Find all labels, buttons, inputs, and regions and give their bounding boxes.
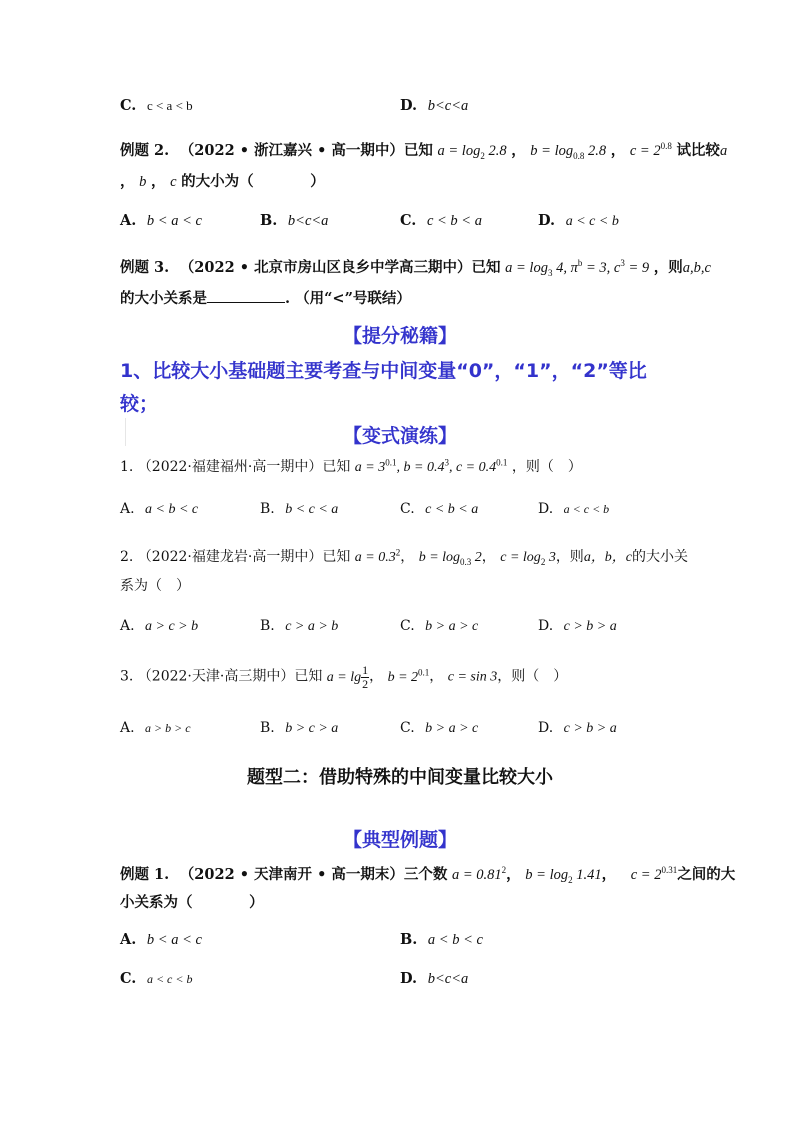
tips-title: 【提分秘籍】 xyxy=(342,325,457,347)
typical-examples-title: 【典型例题】 xyxy=(342,829,457,851)
option-text: a < b < c xyxy=(427,932,483,948)
example-label: 例题 2. xyxy=(120,142,170,159)
option-label: C. xyxy=(400,501,415,517)
option-label: B. xyxy=(260,501,275,517)
practice-q2-option-A xyxy=(120,618,198,635)
tips-point-1-line-1: 1、比较大小基础题主要考查与中间变量“0”，“1”，“2”等比 xyxy=(120,360,647,382)
question-prefix: 1. （2022·福建福州·高一期中）已知 xyxy=(120,459,351,475)
question-text: . （用“<”号联结） xyxy=(285,290,411,307)
practice-q2-option-C xyxy=(400,618,478,635)
question-tail: ，则（ ） xyxy=(497,668,568,685)
option-label: B. xyxy=(400,931,418,948)
practice-q2-line-1 xyxy=(120,546,688,567)
question-tail: ，则 xyxy=(555,549,584,565)
separator: ， xyxy=(400,549,415,565)
question-prefix: 2. （2022·福建龙岩·高一期中）已知 xyxy=(120,549,351,565)
separator: ， xyxy=(610,142,626,159)
question-text: ） xyxy=(310,173,325,190)
practice-q3-option-A xyxy=(120,720,191,736)
practice-q3-option-C xyxy=(400,720,478,737)
option-label: D. xyxy=(400,970,418,987)
option-text: c > b > a xyxy=(563,619,617,634)
question-tail: 试比较 xyxy=(676,142,720,159)
example-label: 例题 3. xyxy=(120,259,170,276)
option-text: a < b < c xyxy=(145,502,199,517)
formula-b: $b = 2^{0.1}$ xyxy=(387,667,430,685)
option-label: C. xyxy=(120,97,137,114)
option-text: c < a < b xyxy=(146,98,193,113)
example-3-line-2 xyxy=(120,287,411,308)
example-2-option-B xyxy=(260,212,328,230)
option-label: A. xyxy=(120,618,135,634)
option-text: a < c < b xyxy=(146,972,193,986)
option-text: b<c<a xyxy=(427,971,469,987)
question-tail: 的大小关 xyxy=(632,549,689,565)
option-label: A. xyxy=(120,720,135,736)
option-label: A. xyxy=(120,931,137,948)
option-label: D. xyxy=(538,618,554,634)
example-2-option-D xyxy=(538,212,619,230)
option-label: C. xyxy=(400,720,415,736)
option-label: A. xyxy=(120,501,135,517)
option-label: C. xyxy=(400,212,417,229)
practice-q3-option-D xyxy=(538,720,617,737)
practice-title: 【变式演练】 xyxy=(342,425,457,447)
formula-b: $b = \log_{0.8} 2.8$ xyxy=(530,143,607,161)
section2-example-1-option-A xyxy=(120,931,202,949)
section2-example-1-option-D xyxy=(400,970,468,988)
question-text: 小关系为（ xyxy=(120,894,193,911)
formula-a: $a = \log_2 2.8$ xyxy=(437,143,507,161)
separator: ， xyxy=(511,142,526,159)
option-label: A. xyxy=(120,212,137,229)
variable: b xyxy=(139,174,147,190)
separator: ， xyxy=(429,668,444,685)
separator: ， xyxy=(506,866,521,883)
formula-b: $b = \log_2 1.41$ xyxy=(525,867,602,885)
practice-q1-option-A xyxy=(120,501,198,518)
option-label: B. xyxy=(260,720,275,736)
option-label: D. xyxy=(400,97,418,114)
formula-a: $a = 0.3^2$ xyxy=(354,547,401,565)
question-text: 的大小关系是 xyxy=(120,290,207,307)
variables: a，b，c xyxy=(583,550,633,565)
option-text: c > a > b xyxy=(285,619,339,634)
variable: c xyxy=(170,174,177,190)
variables: a,b,c xyxy=(682,260,711,276)
practice-q1-option-C xyxy=(400,501,478,518)
formula: $a = 3^{0.1}$, $b = 0.4^3$, $c = 0.4^{0.1}$ xyxy=(354,457,508,475)
option-text: c < b < a xyxy=(425,502,479,517)
option-label: B. xyxy=(260,212,278,229)
option-text: a > c > b xyxy=(145,619,199,634)
practice-q2-option-D xyxy=(538,618,617,635)
practice-q2-option-B xyxy=(260,618,338,635)
example-2-line-2 xyxy=(120,170,325,191)
example-2-option-C xyxy=(400,212,482,230)
option-label: C. xyxy=(120,970,137,987)
question-tail: ，则（ ） xyxy=(511,459,582,475)
option-label: D. xyxy=(538,501,554,517)
section-title: 题型二：借助特殊的中间变量比较大小 xyxy=(247,767,553,788)
question-tail: 之间的大 xyxy=(677,866,736,883)
example-2-line-1 xyxy=(120,139,727,161)
option-text: b<c<a xyxy=(427,98,469,114)
option-label: D. xyxy=(538,212,556,229)
option-D xyxy=(400,97,468,115)
formula-c: $c = \log_2 3$ xyxy=(500,550,556,567)
example-source: （2022 • 天津南开 • 高一期末）三个数 xyxy=(179,866,448,883)
option-text: a < c < b xyxy=(565,214,619,229)
formula: $a = \log_3 4$, $\pi^b = 3$, $c^3 = 9$ xyxy=(505,258,650,278)
section2-example-1-line-1 xyxy=(120,863,735,885)
option-text: b > a > c xyxy=(425,721,479,736)
option-text: b > c > a xyxy=(285,721,339,736)
practice-q1-option-B xyxy=(260,501,338,518)
separator: ， xyxy=(481,549,496,565)
formula-a: a = lg $\frac{1}{2}$ xyxy=(326,663,369,691)
example-3-line-1 xyxy=(120,256,711,278)
practice-q2-line-2: 系为（ ） xyxy=(120,578,190,594)
section2-example-1-line-2 xyxy=(120,891,264,912)
question-text: ） xyxy=(249,894,264,911)
question-prefix: 3. （2022·天津·高三期中）已知 xyxy=(120,668,323,685)
example-label: 例题 1. xyxy=(120,866,170,883)
separator: ， xyxy=(120,173,135,190)
option-text: b > a > c xyxy=(425,619,479,634)
option-label: D. xyxy=(538,720,554,736)
separator: ， xyxy=(150,173,166,190)
option-text: b<c<a xyxy=(287,213,329,229)
option-text: b < a < c xyxy=(146,932,202,948)
fraction: $\frac{1}{2}$ xyxy=(362,663,369,691)
formula-c: $c = 2^{0.31}$ xyxy=(630,865,678,883)
option-text: c > b > a xyxy=(563,721,617,736)
question-text: 的大小为（ xyxy=(181,173,254,190)
formula-c: $c = 2^{0.8}$ xyxy=(629,141,672,159)
example-source: （2022 • 北京市房山区良乡中学高三期中）已知 xyxy=(179,259,501,276)
practice-q1 xyxy=(120,456,582,476)
section2-example-1-option-C xyxy=(120,970,192,987)
option-text: a < c < b xyxy=(563,502,610,516)
separator: ， xyxy=(369,668,384,685)
option-text: c < b < a xyxy=(426,213,482,229)
question-tail: ，则 xyxy=(653,259,683,276)
practice-q1-option-D xyxy=(538,501,609,517)
answer-blank xyxy=(207,289,285,303)
option-label: B. xyxy=(260,618,275,634)
example-2-option-A xyxy=(120,212,202,230)
option-label: C. xyxy=(400,618,415,634)
tips-point-1-line-2: 较； xyxy=(120,393,159,415)
practice-q3 xyxy=(120,664,567,691)
option-text: a > b > c xyxy=(145,721,191,735)
section2-example-1-option-B xyxy=(400,931,483,949)
separator: ， xyxy=(601,866,617,883)
practice-q3-option-B xyxy=(260,720,338,737)
formula-c: c = sin 3 xyxy=(447,669,498,685)
example-source: （2022 • 浙江嘉兴 • 高一期中）已知 xyxy=(179,142,433,159)
formula-b: $b = \log_{0.3} 2$ xyxy=(418,550,482,567)
formula-a: $a = 0.81^2$ xyxy=(452,865,507,883)
option-C xyxy=(120,97,193,114)
option-text: b < c < a xyxy=(285,502,339,517)
variable: a xyxy=(719,143,728,159)
option-text: b < a < c xyxy=(146,213,202,229)
